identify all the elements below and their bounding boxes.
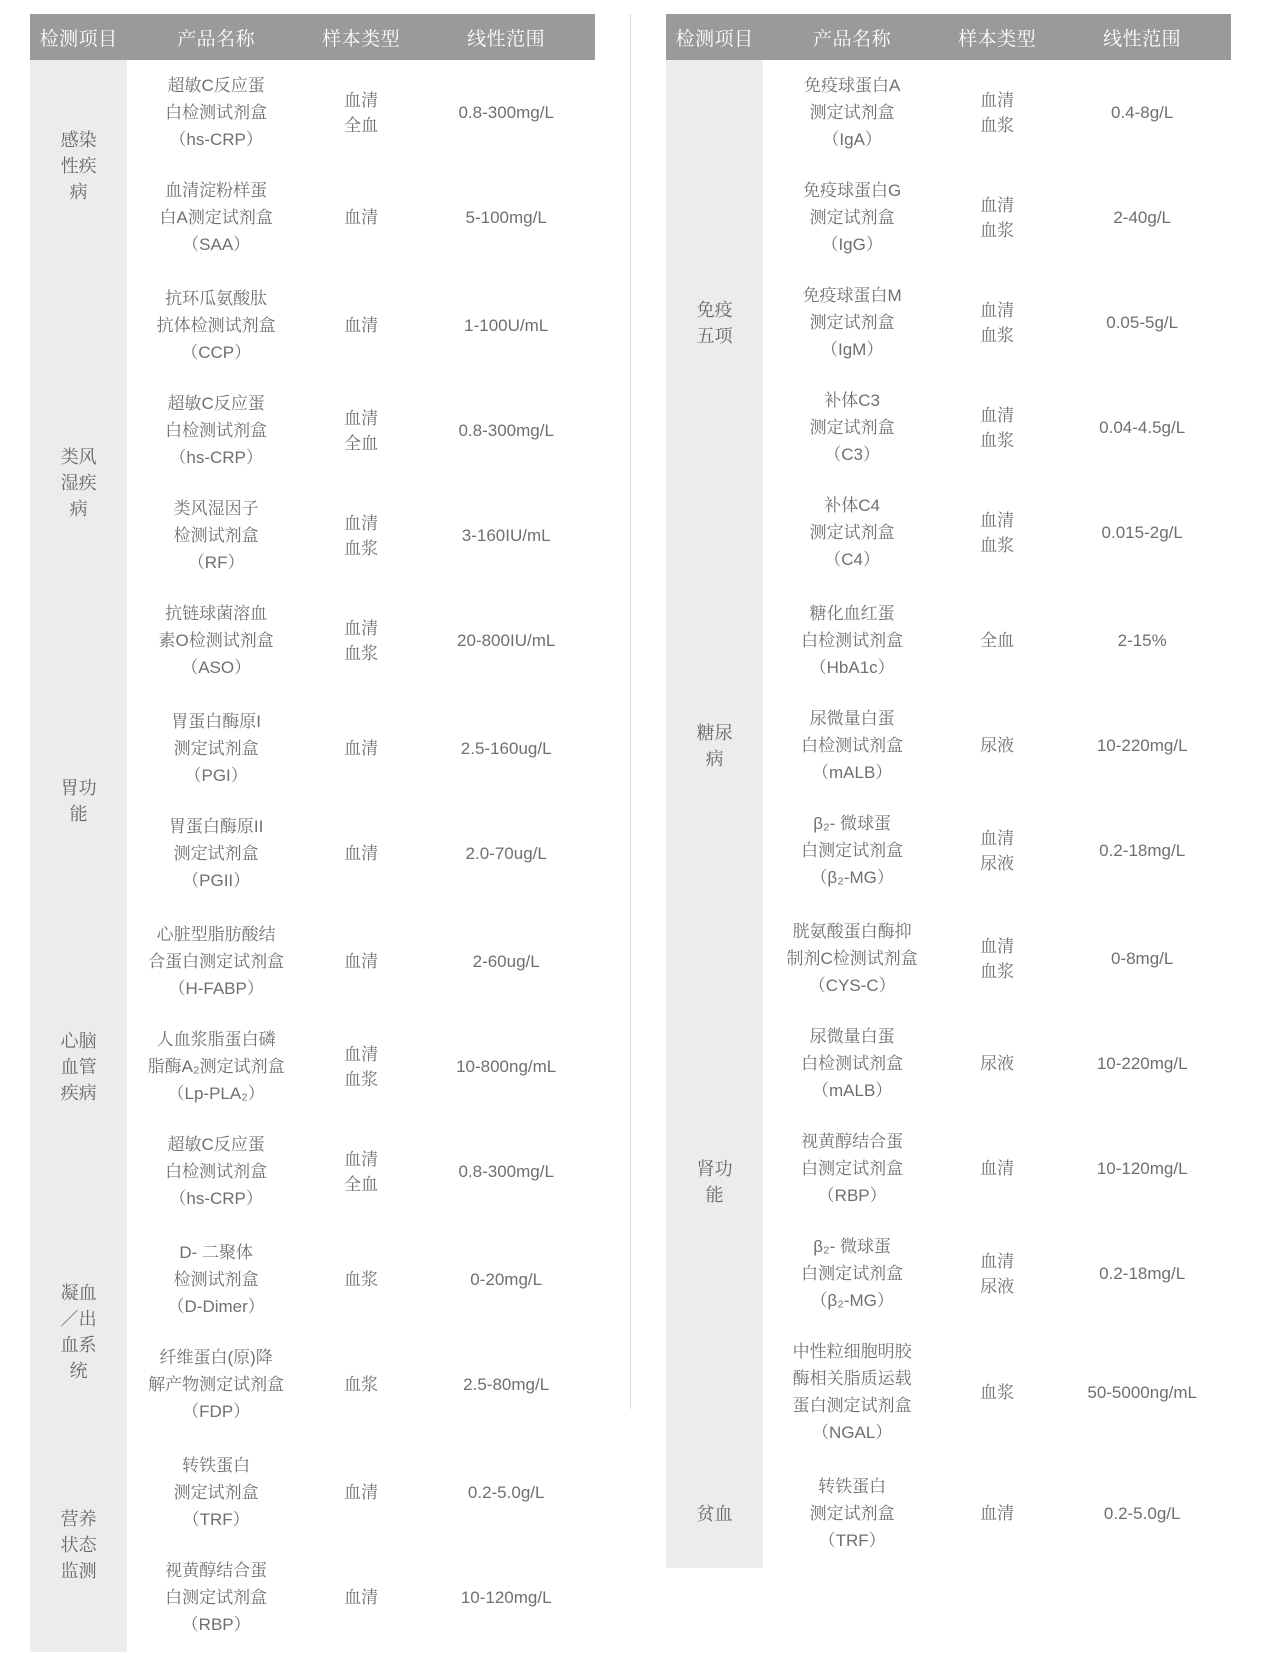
sample-type-cell <box>305 272 417 379</box>
table-header-row <box>666 14 1231 60</box>
text-line: 尿液 <box>980 1054 1015 1073</box>
product-name-cell <box>127 908 305 1015</box>
text-line: 制剂C检测试剂盒 <box>786 949 918 968</box>
text-line: （IgA） <box>822 130 882 149</box>
text-line: 脂酶A₂测定试剂盒 <box>147 1057 285 1076</box>
header-product: 产品名称 <box>127 14 305 60</box>
text-line: 白检测试剂盒 <box>165 421 268 440</box>
linear-range-cell: 2.5-80mg/L <box>417 1332 595 1439</box>
text-line: （H-FABP） <box>168 979 264 998</box>
product-name-cell <box>127 1014 305 1119</box>
product-name-cell <box>127 1226 305 1333</box>
text-line: （IgM） <box>820 340 884 359</box>
sample-type-cell <box>941 1326 1053 1460</box>
text-line: 白测定试剂盒 <box>801 841 904 860</box>
text-line: 血浆 <box>344 1270 379 1289</box>
left-table-body <box>30 60 595 1652</box>
sample-type-cell <box>941 693 1053 798</box>
text-line: 免疫球蛋白G <box>803 181 902 200</box>
text-line: 全血 <box>344 115 379 135</box>
text-line: 检测试剂盒 <box>173 526 259 545</box>
text-line: 尿微量白蛋 <box>809 1027 895 1046</box>
category-label: 感染性疾病 <box>60 129 97 202</box>
text-line: 检测试剂盒 <box>173 1270 259 1289</box>
linear-range-cell: 2-60ug/L <box>472 952 540 971</box>
sample-type-cell <box>305 908 417 1015</box>
table-header-row <box>30 14 595 60</box>
text-line: 蛋白测定试剂盒 <box>792 1396 912 1415</box>
linear-range-cell: 0.04-4.5g/L <box>1099 418 1186 437</box>
text-line: 血清 <box>344 1588 379 1607</box>
linear-range-cell: 0.05-5g/L <box>1106 313 1179 332</box>
text-line: 白测定试剂盒 <box>165 1588 268 1607</box>
table-row <box>30 1226 595 1333</box>
text-line: 尿微量白蛋 <box>809 709 895 728</box>
text-line: 血浆 <box>980 1382 1015 1402</box>
sample-type-cell <box>305 588 417 695</box>
sample-type-cell <box>305 1332 417 1439</box>
category-cell <box>666 60 763 587</box>
product-name-cell <box>127 272 305 379</box>
text-line: （hs-CRP） <box>169 448 263 467</box>
text-line: 视黄醇结合蛋 <box>801 1132 904 1151</box>
text-line: 血清 <box>980 510 1015 530</box>
category-label: 肾功能 <box>696 1159 733 1205</box>
text-line: 测定试剂盒 <box>809 1504 895 1523</box>
product-name-cell <box>127 1119 305 1226</box>
text-line: 血清 <box>980 1504 1015 1523</box>
left-product-table <box>30 14 595 1653</box>
text-line: （C4） <box>824 550 881 569</box>
linear-range-cell: 0.8-300mg/L <box>417 1119 595 1226</box>
text-line: 白A测定试剂盒 <box>159 208 273 227</box>
sample-type-cell <box>941 798 1053 905</box>
category-label: 免疫五项 <box>696 300 733 347</box>
text-line: （RBP） <box>181 1615 251 1634</box>
product-name-cell <box>127 60 305 165</box>
linear-range-cell: 1-100U/mL <box>464 316 549 335</box>
right-product-table <box>666 14 1231 1569</box>
product-name-cell <box>763 1460 941 1568</box>
header-linear: 线性范围 <box>1053 14 1231 60</box>
sample-type-cell <box>941 587 1053 694</box>
category-cell <box>666 905 763 1460</box>
text-line: 血清 <box>344 1044 379 1064</box>
sample-type-cell <box>941 270 1053 375</box>
text-line: 血清 <box>344 90 379 110</box>
text-line: 转铁蛋白 <box>182 1456 251 1475</box>
text-line: 尿液 <box>980 736 1015 755</box>
sample-type-cell <box>941 1011 1053 1116</box>
text-line: （IgG） <box>821 235 883 254</box>
text-line: 胃蛋白酶原II <box>168 817 264 836</box>
text-line: 血浆 <box>980 430 1015 450</box>
text-line: 血浆 <box>980 220 1015 240</box>
table-row <box>666 905 1231 1012</box>
category-label: 心脑血管疾病 <box>60 1030 97 1103</box>
text-line: 补体C4 <box>824 496 881 515</box>
text-line: 心脏型脂肪酸结 <box>156 925 276 944</box>
text-line: 白检测试剂盒 <box>165 103 268 122</box>
product-name-cell <box>127 695 305 802</box>
category-cell <box>30 695 127 908</box>
text-line: （RF） <box>187 553 245 572</box>
linear-range-cell: 2.5-160ug/L <box>460 739 552 758</box>
text-line: 免疫球蛋白A <box>803 76 901 95</box>
left-table-column <box>30 14 595 1634</box>
text-line: 纤维蛋白(原)降 <box>159 1348 273 1367</box>
product-name-cell <box>127 1332 305 1439</box>
product-name-cell <box>127 1545 305 1652</box>
text-line: 合蛋白测定试剂盒 <box>148 952 285 971</box>
sample-type-cell <box>305 1545 417 1652</box>
text-line: 白测定试剂盒 <box>801 1159 904 1178</box>
product-name-cell <box>127 165 305 272</box>
linear-range-cell: 2.0-70ug/L <box>417 801 595 908</box>
linear-range-cell: 0.8-300mg/L <box>458 421 554 440</box>
linear-range-cell: 10-800ng/mL <box>456 1057 557 1076</box>
product-name-cell <box>763 693 941 798</box>
column-divider <box>630 14 631 1409</box>
text-line: 测定试剂盒 <box>173 1483 259 1502</box>
linear-range-cell: 0-8mg/L <box>1110 949 1174 968</box>
linear-range-cell: 10-120mg/L <box>1096 1159 1188 1178</box>
category-label: 胃功能 <box>60 778 97 824</box>
text-line: β₂- 微球蛋 <box>813 1237 892 1256</box>
text-line: 血清 <box>980 300 1015 320</box>
sample-type-cell <box>941 1221 1053 1326</box>
text-line: 尿液 <box>980 1276 1015 1296</box>
linear-range-cell: 2-15% <box>1117 631 1167 650</box>
text-line: 白检测试剂盒 <box>801 736 904 755</box>
text-line: 转铁蛋白 <box>818 1477 887 1496</box>
table-row <box>30 272 595 379</box>
text-line: 解产物测定试剂盒 <box>148 1375 285 1394</box>
text-line: 血清 <box>344 513 379 533</box>
text-line: （HbA1c） <box>809 658 895 677</box>
category-label: 营养状态监测 <box>60 1509 97 1581</box>
text-line: （β₂-MG） <box>810 1291 894 1310</box>
text-line: （D-Dimer） <box>167 1297 265 1316</box>
linear-range-cell: 0.2-5.0g/L <box>467 1483 545 1502</box>
text-line: 全血 <box>344 1174 379 1194</box>
table-row <box>30 60 595 165</box>
text-line: 血清 <box>344 316 379 335</box>
text-line: 血清 <box>980 405 1015 425</box>
text-line: （RBP） <box>817 1186 887 1205</box>
text-line: 血清 <box>980 936 1015 956</box>
text-line: 全血 <box>980 631 1015 650</box>
left-table-head <box>30 14 595 60</box>
text-line: （hs-CRP） <box>169 1189 263 1208</box>
text-line: 测定试剂盒 <box>809 208 895 227</box>
product-name-cell <box>763 798 941 905</box>
category-cell <box>30 60 127 272</box>
text-line: D- 二聚体 <box>179 1243 253 1262</box>
text-line: （TRF） <box>182 1510 250 1529</box>
text-line: 抗环瓜氨酸肽 <box>165 289 268 308</box>
text-line: 血清 <box>344 208 379 227</box>
category-cell <box>30 272 127 695</box>
text-line: 白测定试剂盒 <box>801 1264 904 1283</box>
text-line: 血清 <box>344 408 379 428</box>
sample-type-cell <box>941 480 1053 587</box>
header-sample: 样本类型 <box>941 14 1053 60</box>
text-line: 血浆 <box>344 538 379 558</box>
text-line: （CCP） <box>181 343 252 362</box>
product-name-cell <box>763 905 941 1012</box>
text-line: 白检测试剂盒 <box>801 1054 904 1073</box>
text-line: （mALB） <box>812 1081 893 1100</box>
text-line: （NGAL） <box>812 1423 893 1442</box>
right-table-column <box>666 14 1231 1550</box>
sample-type-cell <box>941 60 1053 165</box>
linear-range-cell: 20-800IU/mL <box>417 588 595 695</box>
linear-range-cell: 5-100mg/L <box>417 165 595 272</box>
text-line: 胃蛋白酶原I <box>171 712 262 731</box>
product-name-cell <box>763 1326 941 1460</box>
text-line: 补体C3 <box>824 391 881 410</box>
text-line: 血清 <box>344 1483 379 1502</box>
header-sample: 样本类型 <box>305 14 417 60</box>
text-line: 抗体检测试剂盒 <box>156 316 276 335</box>
text-line: 类风湿因子 <box>173 499 259 518</box>
text-line: 血清 <box>344 952 379 971</box>
sample-type-cell <box>305 1119 417 1226</box>
product-name-cell <box>763 60 941 165</box>
text-line: 测定试剂盒 <box>809 313 895 332</box>
text-line: （SAA） <box>182 235 251 254</box>
product-name-cell <box>763 587 941 694</box>
text-line: 中性粒细胞明胶 <box>792 1342 912 1361</box>
linear-range-cell: 10-220mg/L <box>1096 1054 1188 1073</box>
text-line: 血浆 <box>344 1375 379 1394</box>
text-line: 超敏C反应蛋 <box>167 1135 265 1154</box>
table-row <box>30 908 595 1015</box>
text-line: （PGI） <box>184 766 248 785</box>
product-name-cell <box>763 1011 941 1116</box>
sample-type-cell <box>305 378 417 483</box>
header-product: 产品名称 <box>763 14 941 60</box>
text-line: 测定试剂盒 <box>809 523 895 542</box>
product-name-cell <box>127 483 305 588</box>
text-line: 血清 <box>980 828 1015 848</box>
sample-type-cell <box>941 165 1053 270</box>
table-row <box>666 587 1231 694</box>
category-cell <box>30 1439 127 1652</box>
text-line: 测定试剂盒 <box>173 844 259 863</box>
text-line: 血清 <box>980 1159 1015 1178</box>
text-line: 血浆 <box>344 1069 379 1089</box>
sample-type-cell <box>305 801 417 908</box>
text-line: 糖化血红蛋 <box>809 604 895 623</box>
category-cell <box>666 587 763 905</box>
table-row <box>666 1460 1231 1568</box>
header-category: 检测项目 <box>30 14 127 60</box>
product-name-cell <box>763 270 941 375</box>
product-name-cell <box>763 1116 941 1221</box>
product-name-cell <box>763 480 941 587</box>
text-line: 血清 <box>344 1149 379 1169</box>
table-row <box>666 60 1231 165</box>
text-line: （C3） <box>824 445 881 464</box>
linear-range-cell: 10-220mg/L <box>1096 736 1188 755</box>
category-label: 类风湿疾病 <box>60 447 97 519</box>
sample-type-cell <box>305 1014 417 1119</box>
sample-type-cell <box>305 1226 417 1333</box>
text-line: 血浆 <box>980 115 1015 135</box>
product-name-cell <box>127 801 305 908</box>
text-line: （FDP） <box>182 1402 251 1421</box>
text-line: （mALB） <box>812 763 893 782</box>
text-line: 血清 <box>980 1251 1015 1271</box>
text-line: 超敏C反应蛋 <box>167 394 265 413</box>
linear-range-cell: 0.8-300mg/L <box>458 103 554 122</box>
header-linear: 线性范围 <box>417 14 595 60</box>
sample-type-cell <box>305 60 417 165</box>
text-line: （ASO） <box>181 658 252 677</box>
table-row <box>30 1439 595 1546</box>
text-line: 全血 <box>344 433 379 453</box>
text-line: 抗链球菌溶血 <box>165 604 268 623</box>
text-line: 尿液 <box>980 853 1015 873</box>
linear-range-cell: 10-120mg/L <box>417 1545 595 1652</box>
sample-type-cell <box>941 905 1053 1012</box>
header-category: 检测项目 <box>666 14 763 60</box>
sample-type-cell <box>305 483 417 588</box>
linear-range-cell: 50-5000ng/mL <box>1053 1326 1231 1460</box>
right-table-head <box>666 14 1231 60</box>
text-line: 酶相关脂质运载 <box>792 1369 912 1388</box>
text-line: 免疫球蛋白M <box>802 286 902 305</box>
text-line: 血清 <box>344 844 379 863</box>
text-line: 血浆 <box>344 643 379 663</box>
text-line: 超敏C反应蛋 <box>167 76 265 95</box>
product-name-cell <box>763 375 941 480</box>
sample-type-cell <box>305 1439 417 1546</box>
sample-type-cell <box>305 165 417 272</box>
category-cell <box>666 1460 763 1568</box>
text-line: 测定试剂盒 <box>173 739 259 758</box>
text-line: （β₂-MG） <box>810 868 894 887</box>
text-line: 视黄醇结合蛋 <box>165 1561 268 1580</box>
linear-range-cell: 3-160IU/mL <box>461 526 551 545</box>
category-cell <box>30 1226 127 1439</box>
product-name-cell <box>127 378 305 483</box>
linear-range-cell: 0.2-5.0g/L <box>1053 1460 1231 1568</box>
sample-type-cell <box>941 1460 1053 1568</box>
text-line: （Lp-PLA₂） <box>167 1084 265 1103</box>
text-line: （TRF） <box>818 1531 886 1550</box>
text-line: 血清淀粉样蛋 <box>165 181 268 200</box>
text-line: 素O检测试剂盒 <box>158 631 274 650</box>
linear-range-cell: 0-20mg/L <box>470 1270 543 1289</box>
product-name-cell <box>127 1439 305 1546</box>
category-label: 凝血／出血系统 <box>60 1283 97 1381</box>
text-line: 测定试剂盒 <box>809 103 895 122</box>
linear-range-cell: 0.015-2g/L <box>1053 480 1231 587</box>
category-label: 糖尿病 <box>696 722 733 769</box>
text-line: （hs-CRP） <box>169 130 263 149</box>
product-name-cell <box>763 165 941 270</box>
category-cell <box>30 908 127 1226</box>
text-line: 血浆 <box>980 535 1015 555</box>
text-line: 血浆 <box>980 325 1015 345</box>
product-name-cell <box>763 1221 941 1326</box>
text-line: （CYS-C） <box>808 976 896 995</box>
text-line: 人血浆脂蛋白磷 <box>156 1030 276 1049</box>
category-label: 贫血 <box>696 1503 733 1524</box>
text-line: β₂- 微球蛋 <box>813 814 892 833</box>
text-line: 血清 <box>344 618 379 638</box>
linear-range-cell: 2-40g/L <box>1113 208 1172 227</box>
text-line: 血清 <box>344 739 379 758</box>
text-line: 血清 <box>980 90 1015 110</box>
linear-range-cell: 0.2-18mg/L <box>1053 798 1231 905</box>
linear-range-cell: 0.2-18mg/L <box>1099 1264 1186 1283</box>
text-line: 血清 <box>980 195 1015 215</box>
text-line: 白检测试剂盒 <box>801 631 904 650</box>
sample-type-cell <box>941 375 1053 480</box>
table-row <box>30 695 595 802</box>
product-name-cell <box>127 588 305 695</box>
text-line: 测定试剂盒 <box>809 418 895 437</box>
linear-range-cell: 0.4-8g/L <box>1110 103 1174 122</box>
sample-type-cell <box>305 695 417 802</box>
text-line: （PGII） <box>182 871 251 890</box>
right-table-body <box>666 60 1231 1568</box>
sample-type-cell <box>941 1116 1053 1221</box>
text-line: 白检测试剂盒 <box>165 1162 268 1181</box>
text-line: 胱氨酸蛋白酶抑 <box>792 922 912 941</box>
text-line: 血浆 <box>980 961 1015 981</box>
